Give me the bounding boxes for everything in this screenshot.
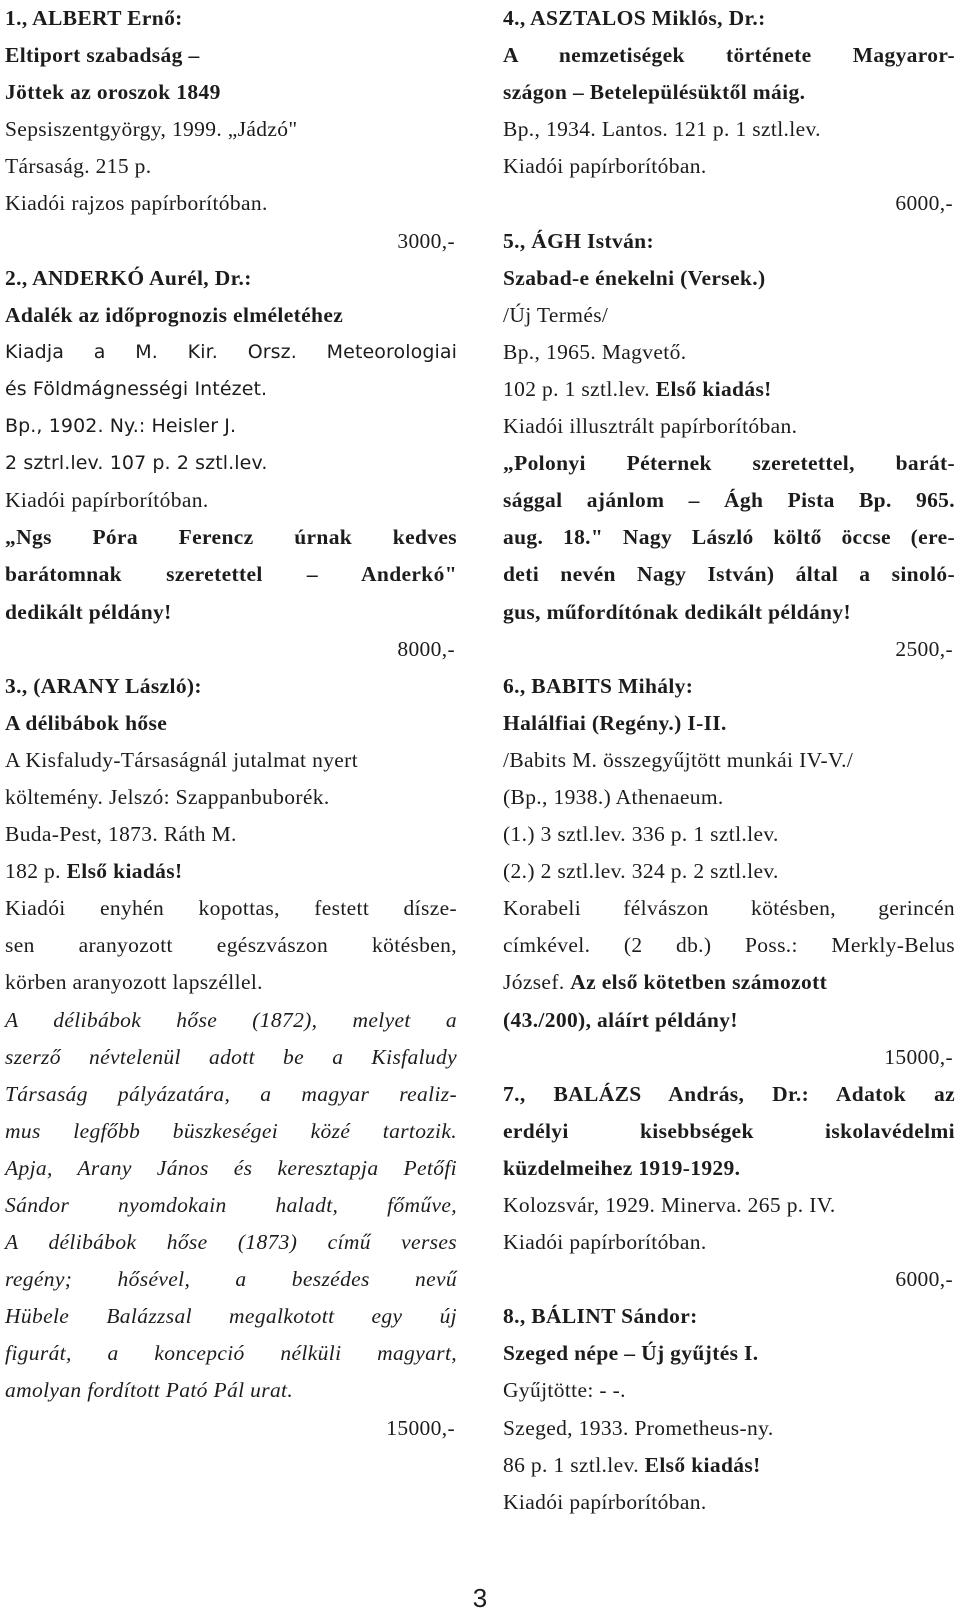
entry-3-note-line: szerző névtelenül adott be a Kisfaludy: [5, 1044, 457, 1069]
entry-4-binding: Kiadói papírborítóban.: [503, 154, 707, 179]
entry-6-price: 15000,-: [884, 1044, 953, 1069]
entry-2-publisher: Kiadja a M. Kir. Orsz. Meteorologiai: [5, 340, 457, 363]
entry-5-price: 2500,-: [895, 636, 953, 661]
left-column: [5, 0, 457, 1447]
entry-2-price: 8000,-: [397, 636, 455, 661]
entry-5-dedication-line: gus, műfordítónak dedikált példány!: [503, 599, 851, 624]
entry-6-provenance-2: [503, 964, 955, 1001]
entry-5-dedication-line: aug. 18." Nagy László költő öccse (ere-: [503, 525, 955, 550]
entry-8-compiler: Gyűjtötte: - -.: [503, 1378, 626, 1403]
entry-6-binding: Korabeli félvászon kötésben, gerincén: [503, 896, 955, 921]
entry-2-institute: és Földmágnességi Intézet.: [5, 377, 268, 400]
entry-3-subtitle-2: költemény. Jelszó: Szappanbuborék.: [5, 784, 330, 809]
entry-3-note-line: A délibábok hőse (1872), melyet a: [5, 1007, 457, 1032]
entry-1-price: 3000,-: [397, 228, 455, 253]
first-edition-label: Első kiadás!: [655, 376, 772, 401]
entry-1-publication: Sepsiszentgyörgy, 1999. „Jádzó": [5, 117, 298, 142]
entry-4-imprint: Bp., 1934. Lantos. 121 p. 1 sztl.lev.: [503, 117, 821, 142]
entry-6-owner: József.: [503, 970, 571, 995]
entry-6-header: 6., BABITS Mihály:: [503, 673, 694, 698]
entry-3-binding-3: körben aranyozott lapszéllel.: [5, 970, 263, 995]
entry-3-note-line: mus legfőbb büszkeségei közé tartozik.: [5, 1118, 457, 1143]
entry-8-pages: 86 p. 1 sztl.lev.: [503, 1452, 645, 1477]
entry-6-volume-2: (2.) 2 sztl.lev. 324 p. 2 sztl.lev.: [503, 859, 779, 884]
entry-5-pages: 102 p. 1 sztl.lev.: [503, 376, 656, 401]
entry-8-header: 8., BÁLINT Sándor:: [503, 1304, 698, 1329]
entry-1-title: Eltiport szabadság –: [5, 43, 200, 68]
entry-3-note-line: Sándor nyomdokain haladt, főműve,: [5, 1193, 457, 1217]
entry-5-pagination: [503, 371, 955, 408]
entry-1-binding: Kiadói rajzos papírborítóban.: [5, 191, 268, 216]
entry-6-volume-1: (1.) 3 sztl.lev. 336 p. 1 sztl.lev.: [503, 822, 779, 847]
first-edition-label: Első kiadás!: [66, 859, 183, 884]
entry-4-title-2: szágon – Betelepülésüktől máig.: [503, 80, 806, 105]
entry-3-note-line: amolyan fordított Pató Pál urat.: [5, 1378, 294, 1403]
entry-5-dedication-line: sággal ajánlom – Ágh Pista Bp. 965.: [503, 488, 955, 513]
entry-5-header: 5., ÁGH István:: [503, 228, 654, 253]
entry-2-imprint: Bp., 1902. Ny.: Heisler J.: [5, 415, 237, 438]
entry-6-signed-note: (43./200), aláírt példány!: [503, 1007, 738, 1032]
entry-2-dedication-3: dedikált példány!: [5, 599, 172, 624]
entry-6-numbered-note: Az első kötetben számozott: [570, 970, 828, 995]
entry-3-note-line: figurát, a koncepció nélküli magyart,: [5, 1341, 457, 1366]
entry-7-binding: Kiadói papírborítóban.: [503, 1230, 707, 1255]
entry-2-header: 2., ANDERKÓ Aurél, Dr.:: [5, 265, 252, 290]
entry-5-dedication-line: deti nevén Nagy István) által a sinoló-: [503, 562, 955, 587]
entry-5-binding: Kiadói illusztrált papírborítóban.: [503, 414, 798, 439]
entry-6-series: /Babits M. összegyűjtött munkái IV-V./: [503, 747, 854, 772]
page-number: 3: [472, 1583, 488, 1613]
right-column: [503, 0, 955, 1521]
entry-3-pagination: [5, 853, 457, 890]
entry-2-pagination: 2 sztrl.lev. 107 p. 2 sztl.lev.: [5, 452, 268, 475]
entry-3-pages: 182 p.: [5, 859, 67, 884]
first-edition-label: Első kiadás!: [644, 1452, 761, 1477]
entry-3-binding-2: sen aranyozott egészvászon kötésben,: [5, 933, 457, 958]
entry-2-dedication-2: barátomnak szeretettel – Anderkó": [5, 562, 457, 587]
entry-8-imprint: Szeged, 1933. Prometheus-ny.: [503, 1415, 774, 1440]
entry-5-dedication-line: „Polonyi Péternek szeretettel, barát-: [503, 451, 955, 476]
entry-3-subtitle: A Kisfaludy-Társaságnál jutalmat nyert: [5, 747, 359, 772]
entry-4-header: 4., ASZTALOS Miklós, Dr.:: [503, 6, 766, 30]
entry-6-title: Halálfiai (Regény.) I-II.: [503, 710, 727, 735]
entry-6-provenance: címkével. (2 db.) Poss.: Merkly-Belus: [503, 933, 955, 958]
entry-5-title: Szabad-e énekelni (Versek.): [503, 265, 766, 290]
entry-3-note-line: A délibábok hőse (1873) című verses: [5, 1230, 457, 1255]
entry-3-title: A délibábok hőse: [5, 710, 168, 735]
entry-3-note-line: Apja, Arany János és keresztapja Petőfi: [5, 1155, 457, 1180]
entry-2-title: Adalék az időprognozis elméletéhez: [5, 302, 344, 327]
entry-1-publication-2: Társaság. 215 p.: [5, 154, 152, 179]
entry-7-title: erdélyi kisebbségek iskolavédelmi: [503, 1118, 955, 1143]
entry-2-binding: Kiadói papírborítóban.: [5, 488, 209, 513]
entry-3-header: 3., (ARANY László):: [5, 673, 202, 698]
entry-2-dedication-1: „Ngs Póra Ferencz úrnak kedves: [5, 525, 457, 550]
entry-7-price: 6000,-: [895, 1267, 953, 1292]
entry-7-header: 7., BALÁZS András, Dr.: Adatok az: [503, 1081, 955, 1106]
entry-3-price: 15000,-: [386, 1415, 455, 1440]
entry-8-pagination: [503, 1447, 955, 1484]
entry-4-price: 6000,-: [895, 191, 953, 216]
entry-7-imprint: Kolozsvár, 1929. Minerva. 265 p. IV.: [503, 1193, 836, 1217]
entry-1-header: 1., ALBERT Ernő:: [5, 6, 183, 30]
entry-3-note-line: Társaság pályázatára, a magyar realiz-: [5, 1081, 457, 1106]
entry-1-title-2: Jöttek az oroszok 1849: [5, 80, 221, 105]
entry-8-binding: Kiadói papírborítóban.: [503, 1489, 707, 1514]
entry-3-binding-1: Kiadói enyhén kopottas, festett dísze-: [5, 896, 457, 921]
entry-3-note-line: regény; hősével, a beszédes nevű: [5, 1267, 457, 1292]
entry-4-title: A nemzetiségek története Magyaror-: [503, 43, 955, 68]
entry-6-imprint: (Bp., 1938.) Athenaeum.: [503, 784, 724, 809]
entry-5-series: /Új Termés/: [503, 302, 609, 327]
entry-3-imprint: Buda-Pest, 1873. Ráth M.: [5, 822, 237, 847]
entry-3-note-line: Hübele Balázzsal megalkotott egy új: [5, 1304, 457, 1329]
entry-8-title: Szeged népe – Új gyűjtés I.: [503, 1341, 759, 1366]
entry-7-title-2: küzdelmeihez 1919-1929.: [503, 1155, 741, 1180]
entry-5-imprint: Bp., 1965. Magvető.: [503, 339, 687, 364]
